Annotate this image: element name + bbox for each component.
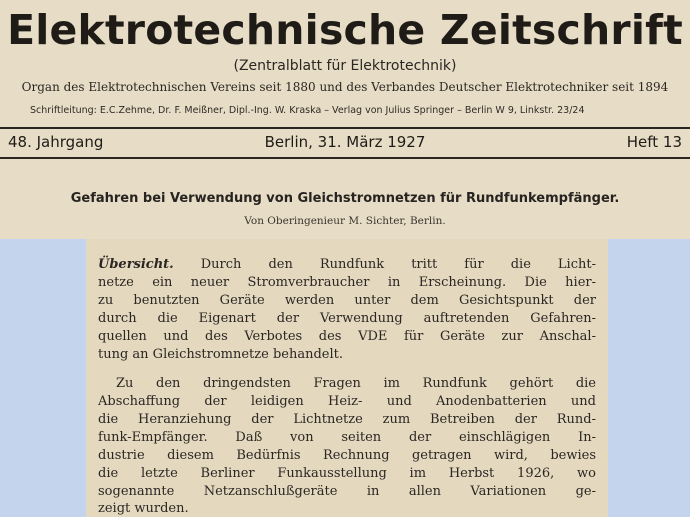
masthead-area [0,0,690,239]
paragraph-line: sogenannte Netzanschlußgeräte in allen Variationen ge- [98,484,596,499]
volume-label: 48. Jahrgang [8,133,104,151]
paragraph-line [98,257,596,273]
paragraph-line: durch die Eigenart der Verwendung auftretenden Gefahren- [98,311,596,326]
article-title: Gefahren bei Verwendung von Gleichstromnetzen für Rundfunkempfänger. [70,191,620,206]
paragraph-line: zu benutzten Geräte werden unter dem Gesichtspunkt der [98,293,596,308]
organ-line: Organ des Elektrotechnischen Vereins seit 1880 und des Verbandes Deutscher Elektrotechniker seit 1894 [21,80,669,94]
article-author: Von Oberingenieur M. Sichter, Berlin. [244,215,446,227]
issue-date: Berlin, 31. März 1927 [264,133,426,151]
summary-lead: Übersicht. [98,257,174,272]
rule-bottom [0,157,690,159]
paragraph-line: tung an Gleichstromnetze behandelt. [98,347,343,362]
paragraph-line: dustrie diesem Bedürfnis Rechnung getragen wird, bewies [98,448,596,463]
article-body [86,239,608,517]
paragraph-line: netze ein neuer Stromverbraucher in Erscheinung. Die hier- [98,275,596,290]
journal-title: Elektrotechnische Zeitschrift [7,6,683,54]
issue-number: Heft 13 [626,133,682,151]
editorial-staff-line: Schriftleitung: E.C.Zehme, Dr. F. Meißner, Dipl.-Ing. W. Kraska – Verlag von Julius Springer – Berlin W 9, Linkstr. 23/24 [30,105,585,116]
journal-subtitle: (Zentralblatt für Elektrotechnik) [233,58,457,74]
paragraph-line: zeigt wurden. [98,501,189,516]
rule-top [0,127,690,129]
paragraph-line: Zu den dringendsten Fragen im Rundfunk gehört die [116,376,596,391]
paragraph-line: die Heranziehung der Lichtnetze zum Betreiben der Rund- [98,412,596,427]
paragraph-line: die letzte Berliner Funkausstellung im Herbst 1926, wo [98,466,596,481]
paragraph-line: funk-Empfänger. Daß von seiten der einschlägigen In- [98,430,596,445]
paragraph-line-text: Durch den Rundfunk tritt für die Licht- [173,257,596,272]
paragraph-line: Abschaffung der leidigen Heiz- und Anodenbatterien und [98,394,596,409]
paragraph-line: quellen und des Verbotes des VDE für Geräte zur Anschal- [98,329,596,344]
